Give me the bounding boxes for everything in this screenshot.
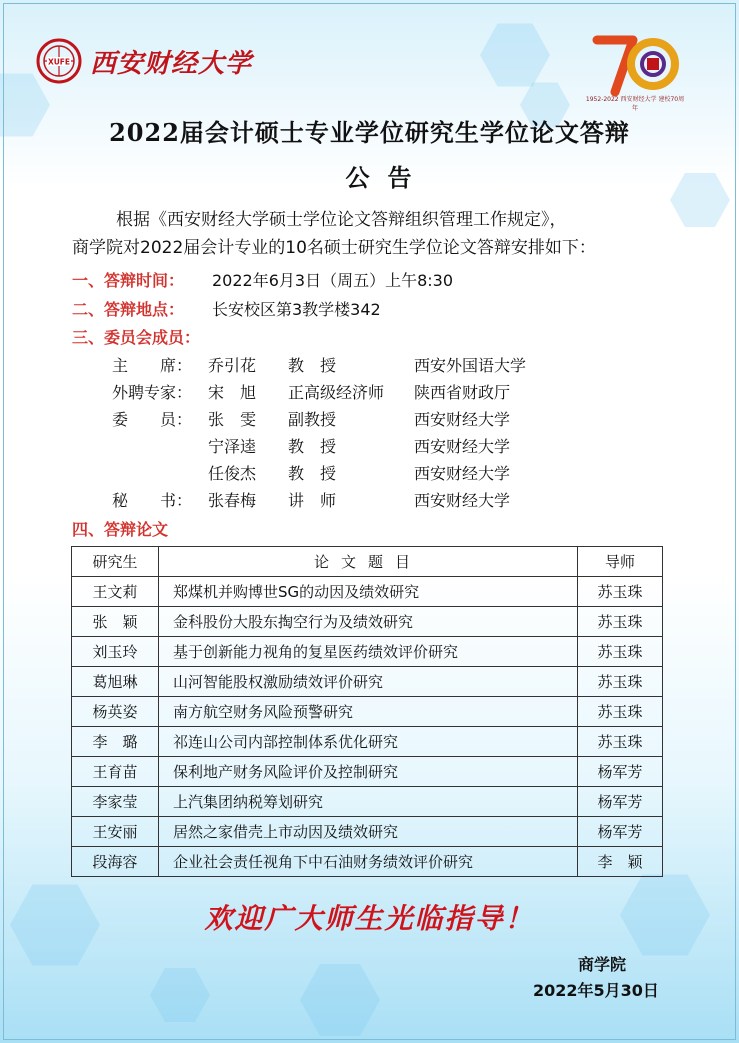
cell-student: 杨英姿	[72, 697, 159, 727]
table-row	[72, 787, 663, 817]
cell-topic: 金科股份大股东掏空行为及绩效研究	[159, 607, 578, 637]
cell-student: 葛旭琳	[72, 667, 159, 697]
cell-advisor: 苏玉珠	[578, 607, 663, 637]
committee-title: 正高级经济师	[288, 383, 385, 402]
welcome-banner: 欢迎广大师生光临指导！	[204, 902, 535, 935]
anniversary-caption: 1952-2022 西安财经大学 建校70周年	[585, 96, 685, 112]
cell-advisor: 苏玉珠	[578, 697, 663, 727]
section-committee-label: 三、委员会成员：	[72, 328, 201, 347]
cell-student: 王安丽	[72, 817, 159, 847]
cell-advisor: 苏玉珠	[578, 667, 663, 697]
committee-role: 委 员：	[112, 410, 193, 429]
signer-name: 商学院	[578, 955, 627, 974]
cell-advisor: 苏玉珠	[578, 637, 663, 667]
cell-topic: 居然之家借壳上市动因及绩效研究	[159, 817, 578, 847]
table-row	[72, 667, 663, 697]
cell-topic: 基于创新能力视角的复星医药绩效评价研究	[159, 637, 578, 667]
table-row	[72, 577, 663, 607]
committee-name: 任俊杰	[208, 464, 257, 483]
page-title: 2022届会计硕士专业学位研究生学位论文答辩	[109, 118, 630, 147]
table-row	[72, 817, 663, 847]
section-time-label: 一、答辩时间：	[72, 271, 185, 290]
committee-name: 乔引花	[208, 356, 257, 375]
section-theses-label: 四、答辩论文	[72, 520, 169, 539]
committee-org: 西安财经大学	[414, 437, 511, 456]
cell-student: 王育苗	[72, 757, 159, 787]
cell-topic: 山河智能股权激励绩效评价研究	[159, 667, 578, 697]
cell-student: 刘玉玲	[72, 637, 159, 667]
table-row	[72, 847, 663, 877]
committee-role: 外聘专家：	[112, 383, 193, 402]
section-place-value: 长安校区第3教学楼342	[212, 300, 381, 319]
committee-name: 张春梅	[208, 491, 257, 510]
committee-org: 陕西省财政厅	[414, 383, 511, 402]
committee-title: 教 授	[288, 356, 337, 375]
decor-hexagon	[300, 960, 380, 1040]
committee-org: 西安财经大学	[414, 410, 511, 429]
table-row	[72, 757, 663, 787]
decor-hexagon	[150, 965, 210, 1025]
seal-text: XUFE	[47, 57, 71, 67]
cell-topic: 祁连山公司内部控制体系优化研究	[159, 727, 578, 757]
committee-org: 西安财经大学	[414, 491, 511, 510]
cell-student: 段海容	[72, 847, 159, 877]
cell-topic: 保利地产财务风险评价及控制研究	[159, 757, 578, 787]
committee-name: 张 雯	[208, 410, 257, 429]
cell-student: 李家莹	[72, 787, 159, 817]
committee-name: 宋 旭	[208, 383, 257, 402]
committee-title: 教 授	[288, 464, 337, 483]
cell-advisor: 李 颖	[578, 847, 663, 877]
school-logo	[36, 38, 252, 84]
cell-student: 张 颖	[72, 607, 159, 637]
table-row	[72, 727, 663, 757]
header-student: 研究生	[72, 547, 159, 577]
committee-title: 教 授	[288, 437, 337, 456]
committee-title: 讲 师	[288, 491, 337, 510]
cell-topic: 企业社会责任视角下中石油财务绩效评价研究	[159, 847, 578, 877]
committee-org: 西安财经大学	[414, 464, 511, 483]
cell-topic: 南方航空财务风险预警研究	[159, 697, 578, 727]
intro-line-1: 根据《西安财经大学硕士学位论文答辩组织管理工作规定》，	[116, 210, 567, 230]
table-header-row	[72, 547, 663, 577]
decor-hexagon	[480, 20, 550, 90]
signature-date: 2022年5月30日	[533, 981, 659, 1000]
cell-student: 李 璐	[72, 727, 159, 757]
table-row	[72, 697, 663, 727]
cell-advisor: 杨军芳	[578, 787, 663, 817]
cell-advisor: 苏玉珠	[578, 577, 663, 607]
page-subtitle: 公告	[345, 163, 430, 192]
committee-name: 宁泽逵	[208, 437, 257, 456]
header-topic: 论文题目	[159, 547, 578, 577]
section-place-label: 二、答辩地点：	[72, 300, 185, 319]
committee-role: 主 席：	[112, 356, 193, 375]
cell-advisor: 苏玉珠	[578, 727, 663, 757]
table-row	[72, 637, 663, 667]
cell-advisor: 杨军芳	[578, 757, 663, 787]
university-seal-icon	[36, 38, 82, 84]
committee-title: 副教授	[288, 410, 337, 429]
cell-topic: 上汽集团纳税筹划研究	[159, 787, 578, 817]
committee-org: 西安外国语大学	[414, 356, 527, 375]
school-name: 西安财经大学	[90, 48, 253, 79]
cell-student: 王文莉	[72, 577, 159, 607]
table-row	[72, 607, 663, 637]
theses-table	[71, 546, 663, 877]
section-time-value: 2022年6月3日（周五）上午8:30	[212, 271, 454, 290]
committee-role: 秘 书：	[112, 491, 193, 510]
cell-advisor: 杨军芳	[578, 817, 663, 847]
header-advisor: 导师	[578, 547, 663, 577]
cell-topic: 郑煤机并购博世SG的动因及绩效研究	[159, 577, 578, 607]
intro-line-2: 商学院对2022届会计专业的10名硕士研究生学位论文答辩安排如下：	[72, 238, 596, 258]
